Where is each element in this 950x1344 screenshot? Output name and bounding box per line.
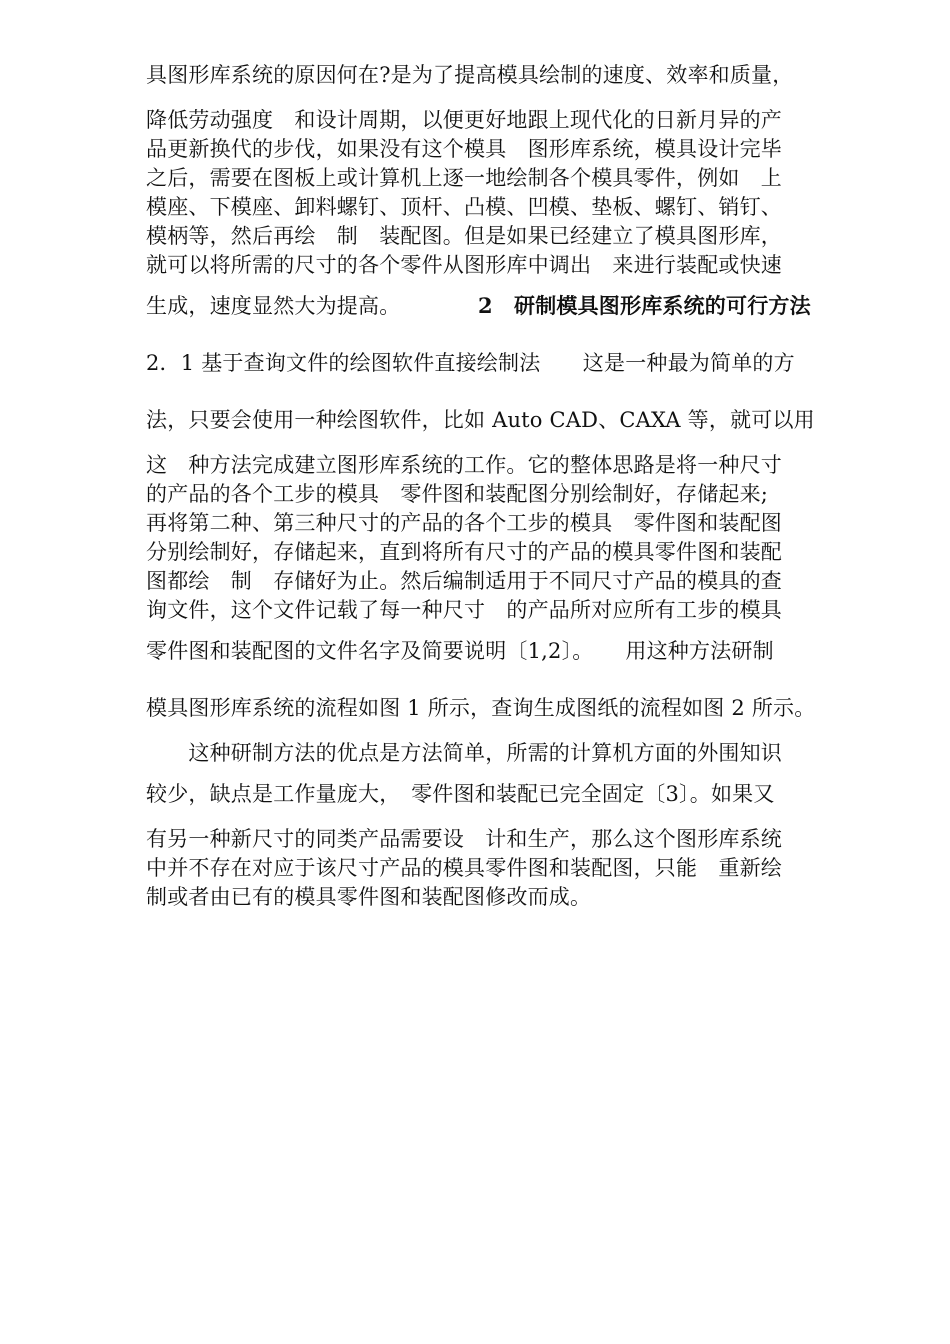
paragraph-first-line: 这种研制方法的优点是方法简单，所需的计算机方面的外围知识 [146,741,782,765]
text-line: 模柄等，然后再绘 制 装配图。但是如果已经建立了模具图形库， [146,224,782,248]
section-heading: 2 研制模具图形库系统的可行方法 [478,293,811,318]
text-line: 有另一种新尺寸的同类产品需要设 计和生产，那么这个图形库系统 [146,827,782,851]
text-line: 品更新换代的步伐，如果没有这个模具 图形库系统，模具设计完毕 [146,137,782,161]
text-line: 中并不存在对应于该尺寸产品的模具零件图和装配图，只能 重新绘 [146,856,782,880]
text-line: 再将第二种、第三种尺寸的产品的各个工步的模具 零件图和装配图 [146,511,782,535]
text-line: 的产品的各个工步的模具 零件图和装配图分别绘制好，存储起来; [146,482,769,506]
text-line: 制或者由已有的模具零件图和装配图修改而成。 [146,885,592,909]
text-line: 降低劳动强度 和设计周期，以便更好地跟上现代化的日新月异的产 [146,108,782,132]
text-line: 询文件，这个文件记载了每一种尺寸 的产品所对应所有工步的模具 [146,598,782,622]
text-line: 零件图和装配图的文件名字及简要说明〔1,2〕。 用这种方法研制 [146,639,774,663]
text-line: 生成，速度显然大为提高。 [146,294,401,318]
text-line: 之后，需要在图板上或计算机上逐一地绘制各个模具零件，例如 上 [146,166,782,190]
text-line: 分别绘制好，存储起来，直到将所有尺寸的产品的模具零件图和装配 [146,540,782,564]
subsection-line: 2．1 基于查询文件的绘图软件直接绘制法 这是一种最为简单的方 [146,351,795,375]
text-line: 就可以将所需的尺寸的各个零件从图形库中调出 来进行装配或快速 [146,253,782,277]
text-line: 较少，缺点是工作量庞大， 零件图和装配已完全固定〔3〕。如果又 [146,782,775,806]
text-line: 模座、下模座、卸料螺钉、顶杆、凸模、凹模、垫板、螺钉、销钉、 [146,195,782,219]
text-line: 模具图形库系统的流程如图 1 所示，查询生成图纸的流程如图 2 所示。 [146,696,816,720]
text-line: 法，只要会使用一种绘图软件，比如 Auto CAD、CAXA 等，就可以用 [146,408,815,432]
text-line: 具图形库系统的原因何在?是为了提高模具绘制的速度、效率和质量， [146,63,794,87]
text-line: 图都绘 制 存储好为止。然后编制适用于不同尺寸产品的模具的查 [146,569,782,593]
text-line: 这 种方法完成建立图形库系统的工作。它的整体思路是将一种尺寸 [146,453,782,477]
